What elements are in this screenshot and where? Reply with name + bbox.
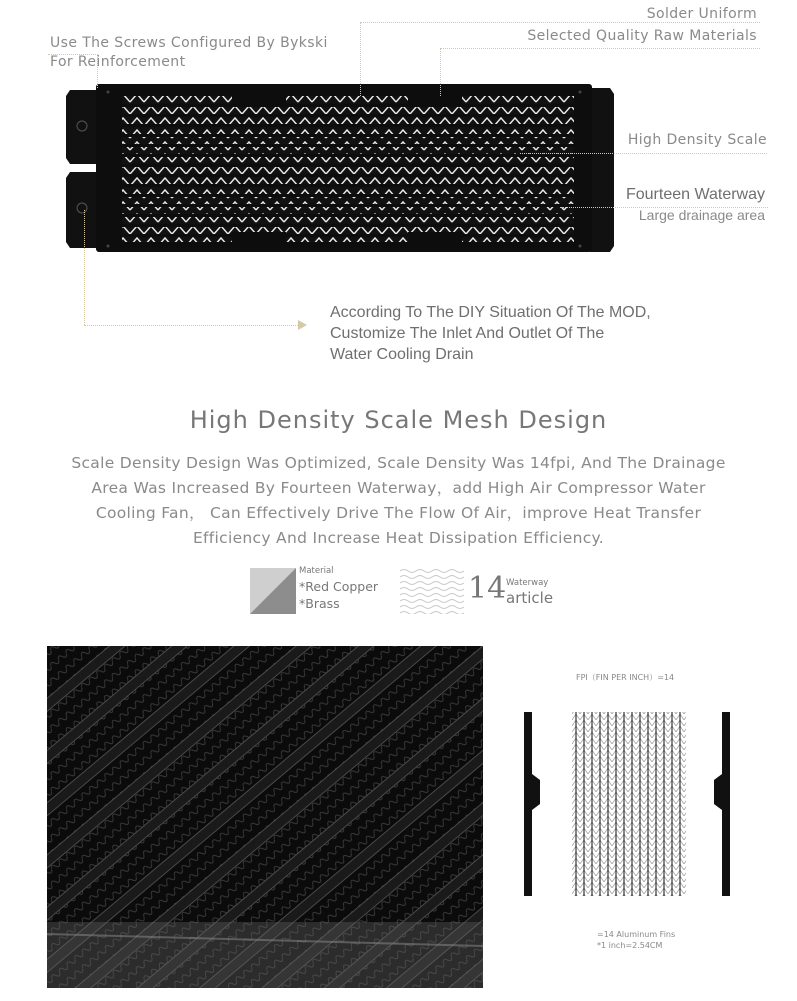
section-paragraph (0, 451, 797, 551)
left-flange-bottom (66, 172, 98, 248)
callout-arrow-icon (298, 320, 307, 330)
callout-diy-line1: According To The DIY Situation Of The MOD, (330, 304, 651, 321)
fpi-note-inch: *1 inch=2.54CM (597, 941, 663, 950)
callout-large-drainage: Large drainage area (638, 207, 765, 223)
paragraph-line: Area Was Increased By Fourteen Waterway，add High Air Compressor Water (91, 479, 706, 497)
callout-diy-line3: Water Cooling Drain (330, 346, 474, 363)
callout-high-density: High Density Scale (627, 132, 767, 148)
callout-fourteen-waterway: Fourteen Waterway (625, 186, 765, 203)
fpi-note-fins: =14 Aluminum Fins (597, 930, 676, 939)
callout-line-quality-v (440, 48, 441, 96)
material-swatch-icon (250, 568, 296, 614)
callout-screws-line2: For Reinforcement (50, 54, 186, 70)
paragraph-line: Cooling Fan， Can Effectively Drive The Flow Of Air，improve Heat Transfer (95, 504, 702, 522)
waterway-wave-icon (400, 568, 464, 614)
radiator-closeup-photo (47, 646, 483, 988)
callout-line-diy-h (84, 325, 300, 326)
radiator-core (122, 96, 574, 242)
paragraph-line: Scale Density Design Was Optimized, Scale Density Was 14fpi, And The Drainage (71, 454, 726, 472)
callout-line-quality (440, 48, 760, 49)
callout-line-solder (360, 22, 760, 23)
callout-line-density (520, 153, 767, 154)
callout-solder-uniform: Solder Uniform (646, 6, 757, 22)
fin-field (572, 712, 686, 896)
waterway-label: Waterway (506, 578, 549, 588)
right-flange (590, 88, 614, 252)
paragraph-line: Efficiency And Increase Heat Dissipation Efficiency. (192, 529, 605, 547)
radiator-illustration (60, 80, 620, 260)
waterway-unit: article (506, 589, 554, 607)
callout-line-diy-v (84, 210, 85, 325)
left-flange-top (66, 90, 98, 164)
section-title: High Density Scale Mesh Design (189, 406, 608, 434)
fpi-diagram (520, 708, 740, 900)
callout-line-solder-v (360, 22, 361, 96)
callout-quality-raw: Selected Quality Raw Materials (527, 28, 757, 44)
left-tube-plate (524, 712, 532, 896)
right-tube-plate (722, 712, 730, 896)
material-red-copper: *Red Copper (299, 579, 379, 594)
material-brass: *Brass (299, 596, 340, 611)
waterway-number: 14 (468, 571, 507, 606)
callout-diy-line2: Customize The Inlet And Outlet Of The (330, 325, 605, 342)
callout-screws-line1: Use The Screws Configured By Bykski (50, 35, 328, 51)
material-label: Material (299, 566, 334, 576)
fpi-title: FPI（FIN PER INCH）=14 (576, 673, 675, 682)
